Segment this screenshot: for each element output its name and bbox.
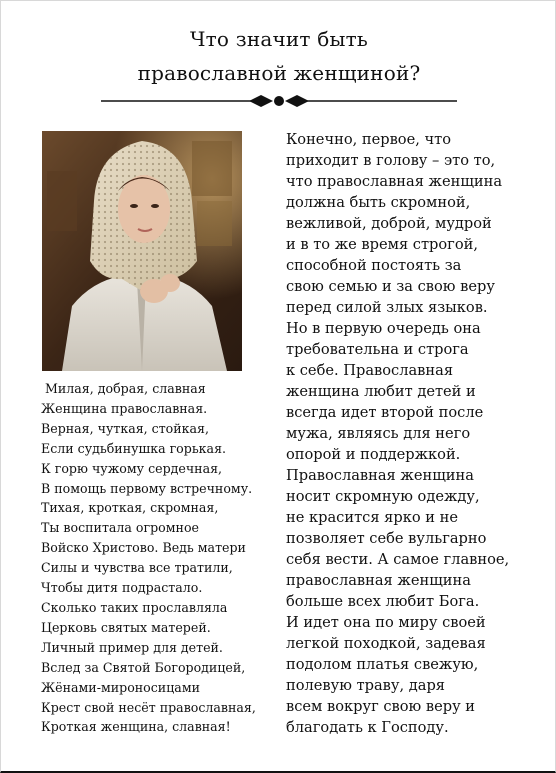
poem-line: Ты воспитала огромное (41, 520, 199, 536)
body-line: Но в первую очередь она (286, 320, 481, 337)
woman-photo (42, 131, 242, 371)
body-line: не красится ярко и не (286, 509, 458, 526)
body-line: Православная женщина (286, 467, 474, 484)
poem (41, 379, 266, 737)
poem-line: Жёнами-мироносицами (41, 679, 201, 695)
poem-line: Если судьбинушка горькая. (41, 440, 227, 456)
body-line: себя вести. А самое главное, (286, 551, 510, 568)
poem-line: Личный пример для детей. (41, 639, 223, 655)
body-line: должна быть скромной, (286, 194, 471, 211)
poem-line: Силы и чувства все тратили, (41, 560, 233, 576)
page-title-line-2: православной женщиной? (137, 61, 421, 85)
poem-line: Милая, добрая, славная (45, 381, 206, 396)
body-line: и в то же время строгой, (286, 236, 478, 253)
poem-line: К горю чужому сердечная, (41, 460, 223, 476)
poem-line: Верная, чуткая, стойкая, (41, 420, 209, 436)
body-line: женщина любит детей и (286, 383, 476, 400)
poem-line: Тихая, кроткая, скромная, (41, 500, 219, 516)
body-line: опорой и поддержкой. (286, 446, 461, 463)
poem-line: Войско Христово. Ведь матери (41, 540, 246, 556)
poem-line: Крест свой несёт православная, (41, 699, 256, 715)
body-line: свою семью и за свою веру (286, 278, 495, 295)
poem-line: Кроткая женщина, славная! (41, 719, 231, 735)
body-line: подолом платья свежую, (286, 656, 479, 673)
body-line: к себе. Православная (286, 362, 454, 379)
body-line: Конечно, первое, что (286, 131, 452, 148)
body-line: православная женщина (286, 572, 471, 589)
poem-line: Вслед за Святой Богородицей, (41, 659, 246, 675)
body-line: полевую траву, даря (286, 677, 445, 694)
ornamental-divider (101, 91, 457, 111)
body-line: перед силой злых языков. (286, 299, 488, 316)
poem-line: В помощь первому встречному. (41, 480, 253, 496)
body-line: И идет она по миру своей (286, 614, 486, 631)
body-line: способной постоять за (286, 257, 462, 274)
body-line: носит скромную одежду, (286, 488, 480, 505)
poem-line: Женщина православная. (41, 400, 208, 416)
poem-line: Сколько таких прославляла (41, 599, 228, 615)
body-line: всегда идет второй после (286, 404, 484, 421)
body-line: вежливой, доброй, мудрой (286, 215, 492, 232)
body-line: легкой походкой, задевая (286, 635, 486, 652)
article-body (286, 129, 521, 738)
page-title-line-1: Что значит быть (190, 27, 368, 51)
poem-line: Чтобы дитя подрастало. (41, 580, 203, 596)
poem-line: Церковь святых матерей. (41, 619, 211, 635)
body-line: благодать к Господу. (286, 719, 449, 736)
woman-in-headscarf-icon (42, 131, 242, 371)
body-line: требовательна и строга (286, 341, 469, 358)
body-line: больше всех любит Бога. (286, 593, 480, 610)
body-line: мужа, являясь для него (286, 425, 471, 442)
body-line: всем вокруг свою веру и (286, 698, 476, 715)
body-line: приходит в голову – это то, (286, 152, 496, 169)
body-line: что православная женщина (286, 173, 503, 190)
body-line: позволяет себе вульгарно (286, 530, 487, 547)
